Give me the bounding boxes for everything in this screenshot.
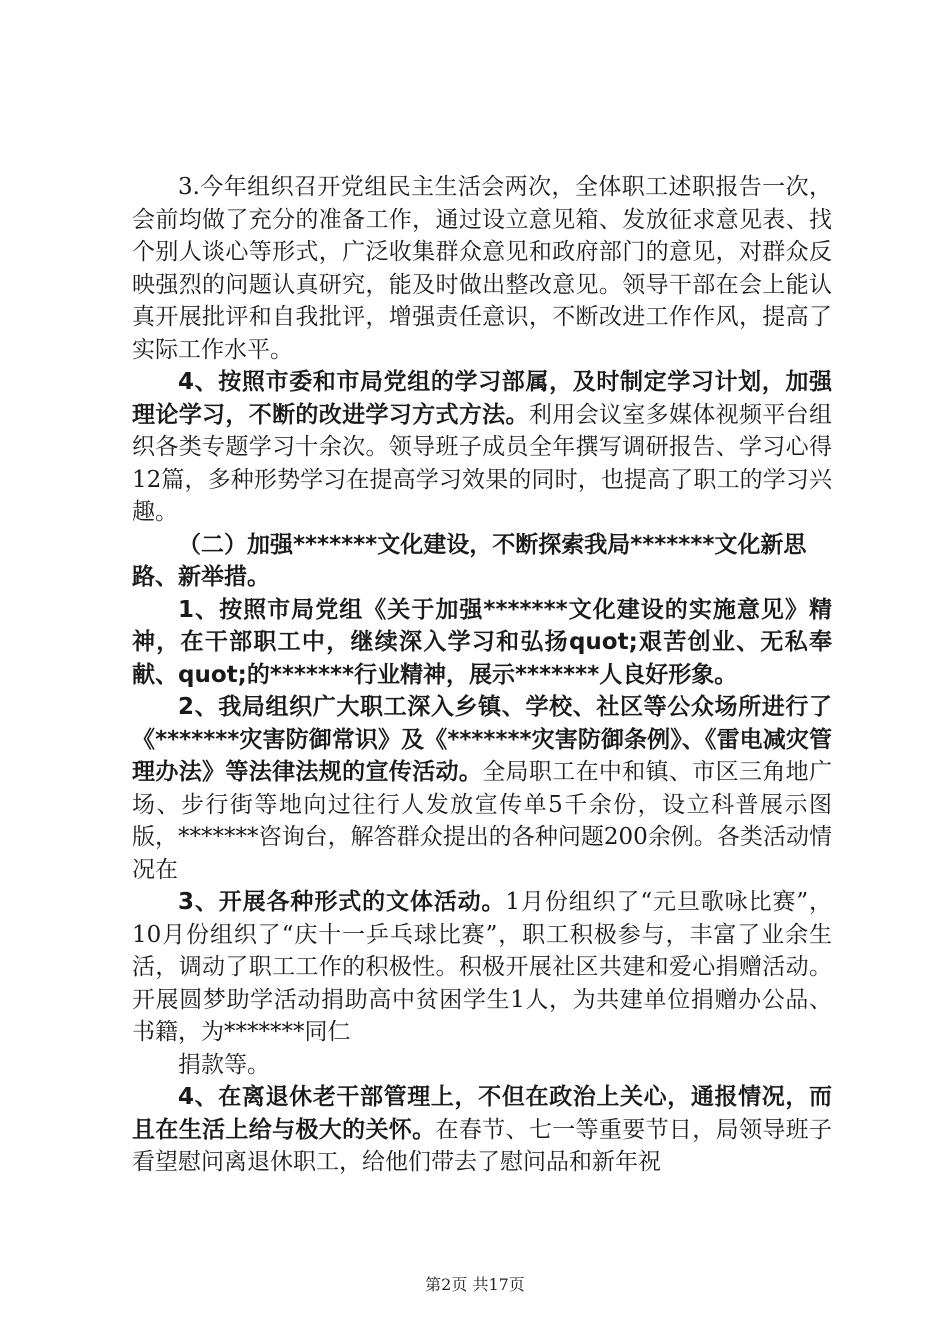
paragraph-lead: 1、按照市局党组《关于加强*******文化建设的实施意见》精神，在干部职工中，继续深入学习和弘扬quot;艰苦创业、无私奉献、quot;的*******行业精神，展示*******人良好形象。 bbox=[132, 596, 832, 688]
paragraph-text: 全局职工在中和镇、市区三角地广场、步行街等地向过往行人发放宣传单5千余份，设立科普展示图版，*******咨询台，解答群众提出的各种问题200余例。各类活动情况在 bbox=[132, 759, 833, 883]
paragraph-lead: 2、我局组织广大职工深入乡镇、学校、社区等公众场所进行了《*******灾害防御常识》及《*******灾害防御条例》、《雷电减灾管理办法》等法律法规的宣传活动。 bbox=[132, 694, 832, 785]
paragraph-text: 1月份组织了“元旦歌咏比赛”，10月份组织了“庆十一乒乓球比赛”，职工积极参与，丰富了业余生活，调动了职工工作的积极性。积极开展社区共建和爱心捐赠活动。开展圆梦助学活动捐助高中贫困学生1人，为共建单位捐赠办公品、书籍，为*******同仁 bbox=[132, 889, 832, 1045]
paragraph-1 bbox=[132, 171, 832, 366]
document-body bbox=[132, 171, 832, 1179]
paragraph-text: 利用会议室多媒体视频平台组织各类专题学习十余次。领导班子成员全年撰写调研报告、学习心得12篇，多种形势学习在提高学习效果的同时，也提高了职工的学习兴趣。 bbox=[132, 401, 833, 525]
paragraph-2 bbox=[132, 366, 832, 529]
paragraph-lead: 4、按照市委和市局党组的学习部属，及时制定学习计划，加强理论学习，不断的改进学习方式方法。 bbox=[132, 369, 832, 428]
paragraph-3 bbox=[132, 594, 832, 692]
paragraph-5 bbox=[132, 886, 832, 1049]
page-footer: 第2页 共17页 bbox=[425, 1275, 525, 1294]
paragraph-lead: 4、在离退休老干部管理上，不但在政治上关心，通报情况，而且在生活上给与极大的关怀。 bbox=[132, 1084, 832, 1143]
paragraph-4 bbox=[132, 691, 832, 886]
paragraph-6: 捐款等。 bbox=[178, 1051, 270, 1078]
paragraph-text: 在春节、七一等重要节日，局领导班子看望慰问离退休职工，给他们带去了慰问品和新年祝 bbox=[132, 1116, 833, 1175]
paragraph-text: 3.今年组织召开党组民主生活会两次，全体职工述职报告一次，会前均做了充分的准备工作，通过设立意见箱、发放征求意见表、找个别人谈心等形式，广泛收集群众意见和政府部门的意见，对群众反映强烈的问题认真研究，能及时做出整改意见。领导干部在会上能认真开展批评和自我批评，增强责任意识，不断改进工作作风，提高了实际工作水平。 bbox=[132, 174, 832, 363]
paragraph-lead: 3、开展各种形式的文体活动。 bbox=[178, 889, 506, 915]
section-heading: （二）加强*******文化建设，不断探索我局*******文化新思路、新举措。 bbox=[132, 531, 807, 590]
paragraph-7 bbox=[132, 1081, 832, 1179]
